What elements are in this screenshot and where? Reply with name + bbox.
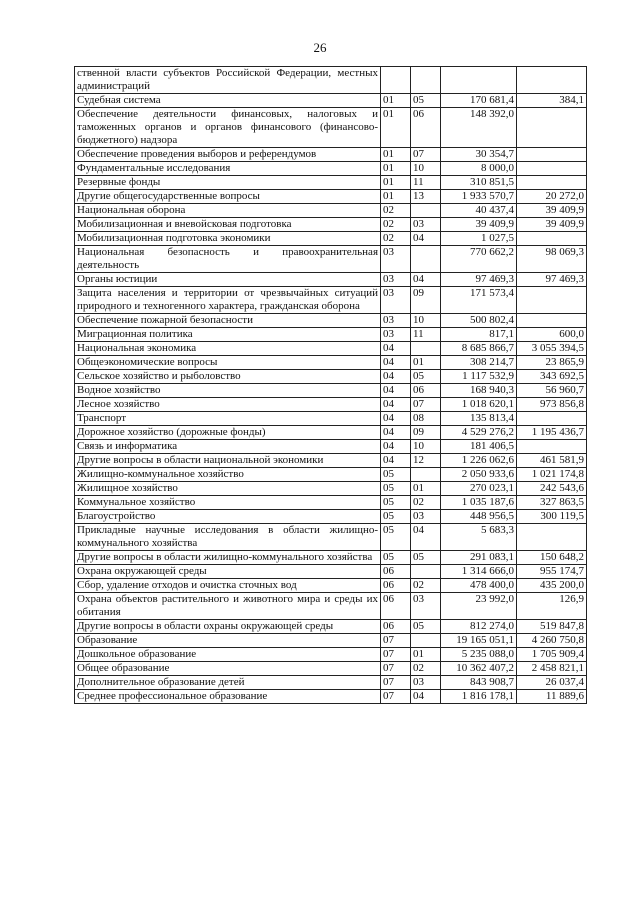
section-code: 03 <box>381 246 411 273</box>
table-row <box>75 454 587 468</box>
total-amount: 1 226 062,6 <box>441 454 517 468</box>
row-name: Резервные фонды <box>75 176 381 190</box>
section-code: 07 <box>381 676 411 690</box>
row-name: Дополнительное образование детей <box>75 676 381 690</box>
row-name: Лесное хозяйство <box>75 398 381 412</box>
row-name: Национальная безопасность и правоохранительная деятельность <box>75 246 381 273</box>
subsection-code: 10 <box>411 162 441 176</box>
section-code: 06 <box>381 620 411 634</box>
section-code: 01 <box>381 176 411 190</box>
table-row <box>75 482 587 496</box>
subsection-code <box>411 204 441 218</box>
table-row <box>75 148 587 162</box>
federal-amount: 242 543,6 <box>517 482 587 496</box>
section-code: 04 <box>381 342 411 356</box>
subsection-code: 05 <box>411 551 441 565</box>
total-amount: 843 908,7 <box>441 676 517 690</box>
section-code: 06 <box>381 565 411 579</box>
table-row <box>75 94 587 108</box>
total-amount: 812 274,0 <box>441 620 517 634</box>
subsection-code: 11 <box>411 328 441 342</box>
total-amount: 500 802,4 <box>441 314 517 328</box>
subsection-code: 06 <box>411 384 441 398</box>
subsection-code: 02 <box>411 579 441 593</box>
section-code: 04 <box>381 398 411 412</box>
section-code: 03 <box>381 273 411 287</box>
total-amount: 448 956,5 <box>441 510 517 524</box>
table-row <box>75 496 587 510</box>
total-amount: 5 683,3 <box>441 524 517 551</box>
subsection-code <box>411 67 441 94</box>
federal-amount: 1 021 174,8 <box>517 468 587 482</box>
subsection-code: 09 <box>411 287 441 314</box>
subsection-code: 09 <box>411 426 441 440</box>
federal-amount: 955 174,7 <box>517 565 587 579</box>
table-row <box>75 328 587 342</box>
table-row <box>75 314 587 328</box>
row-name: Транспорт <box>75 412 381 426</box>
section-code: 01 <box>381 162 411 176</box>
section-code: 02 <box>381 232 411 246</box>
federal-amount: 20 272,0 <box>517 190 587 204</box>
total-amount: 308 214,7 <box>441 356 517 370</box>
row-name: Мобилизационная подготовка экономики <box>75 232 381 246</box>
page-number: 26 <box>313 40 327 55</box>
subsection-code: 10 <box>411 440 441 454</box>
table-row <box>75 218 587 232</box>
federal-amount: 973 856,8 <box>517 398 587 412</box>
section-code: 07 <box>381 690 411 704</box>
subsection-code: 04 <box>411 690 441 704</box>
total-amount: 310 851,5 <box>441 176 517 190</box>
section-code: 06 <box>381 579 411 593</box>
subsection-code: 02 <box>411 496 441 510</box>
total-amount: 817,1 <box>441 328 517 342</box>
federal-amount: 150 648,2 <box>517 551 587 565</box>
row-name: Дошкольное образование <box>75 648 381 662</box>
row-name: Водное хозяйство <box>75 384 381 398</box>
row-name: Благоустройство <box>75 510 381 524</box>
total-amount: 19 165 051,1 <box>441 634 517 648</box>
subsection-code: 01 <box>411 482 441 496</box>
section-code: 05 <box>381 510 411 524</box>
federal-amount: 384,1 <box>517 94 587 108</box>
federal-amount: 1 705 909,4 <box>517 648 587 662</box>
row-name: Охрана объектов растительного и животного мира и среды их обитания <box>75 593 381 620</box>
section-code: 04 <box>381 370 411 384</box>
section-code: 05 <box>381 468 411 482</box>
budget-table <box>74 66 587 704</box>
table-row <box>75 176 587 190</box>
total-amount: 5 235 088,0 <box>441 648 517 662</box>
row-name: Среднее профессиональное образование <box>75 690 381 704</box>
table-row <box>75 620 587 634</box>
table-row <box>75 690 587 704</box>
total-amount: 8 000,0 <box>441 162 517 176</box>
section-code: 07 <box>381 662 411 676</box>
row-name: Другие вопросы в области жилищно-коммунального хозяйства <box>75 551 381 565</box>
row-name: Прикладные научные исследования в области жилищно-коммунального хозяйства <box>75 524 381 551</box>
total-amount: 1 035 187,6 <box>441 496 517 510</box>
federal-amount: 2 458 821,1 <box>517 662 587 676</box>
total-amount: 1 027,5 <box>441 232 517 246</box>
row-name: ственной власти субъектов Российской Федерации, местных администраций <box>75 67 381 94</box>
total-amount: 39 409,9 <box>441 218 517 232</box>
table-row <box>75 662 587 676</box>
table-row <box>75 648 587 662</box>
table-row <box>75 246 587 273</box>
subsection-code <box>411 342 441 356</box>
total-amount: 168 940,3 <box>441 384 517 398</box>
section-code: 01 <box>381 108 411 148</box>
section-code: 03 <box>381 314 411 328</box>
section-code: 01 <box>381 148 411 162</box>
table-row <box>75 676 587 690</box>
total-amount: 291 083,1 <box>441 551 517 565</box>
row-name: Образование <box>75 634 381 648</box>
table-row <box>75 593 587 620</box>
table-row <box>75 342 587 356</box>
federal-amount: 23 865,9 <box>517 356 587 370</box>
table-row <box>75 67 587 94</box>
federal-amount <box>517 108 587 148</box>
row-name: Дорожное хозяйство (дорожные фонды) <box>75 426 381 440</box>
table-row <box>75 440 587 454</box>
row-name: Обеспечение проведения выборов и референдумов <box>75 148 381 162</box>
section-code: 05 <box>381 496 411 510</box>
section-code: 01 <box>381 94 411 108</box>
total-amount: 135 813,4 <box>441 412 517 426</box>
subsection-code: 04 <box>411 232 441 246</box>
total-amount: 2 050 933,6 <box>441 468 517 482</box>
row-name: Национальная экономика <box>75 342 381 356</box>
total-amount: 148 392,0 <box>441 108 517 148</box>
federal-amount <box>517 176 587 190</box>
subsection-code: 05 <box>411 370 441 384</box>
total-amount: 1 816 178,1 <box>441 690 517 704</box>
row-name: Миграционная политика <box>75 328 381 342</box>
federal-amount: 327 863,5 <box>517 496 587 510</box>
section-code: 04 <box>381 412 411 426</box>
table-row <box>75 287 587 314</box>
total-amount: 1 933 570,7 <box>441 190 517 204</box>
federal-amount: 97 469,3 <box>517 273 587 287</box>
federal-amount: 39 409,9 <box>517 218 587 232</box>
subsection-code: 08 <box>411 412 441 426</box>
section-code: 02 <box>381 204 411 218</box>
section-code: 02 <box>381 218 411 232</box>
table-row <box>75 108 587 148</box>
section-code: 05 <box>381 551 411 565</box>
table-row <box>75 579 587 593</box>
subsection-code: 02 <box>411 662 441 676</box>
table-row <box>75 426 587 440</box>
section-code: 04 <box>381 426 411 440</box>
row-name: Другие общегосударственные вопросы <box>75 190 381 204</box>
total-amount: 270 023,1 <box>441 482 517 496</box>
table-row <box>75 204 587 218</box>
section-code: 04 <box>381 454 411 468</box>
row-name: Национальная оборона <box>75 204 381 218</box>
federal-amount <box>517 440 587 454</box>
subsection-code <box>411 246 441 273</box>
row-name: Обеспечение деятельности финансовых, налоговых и таможенных органов и органов финансового (финансово-бюджетного) надзора <box>75 108 381 148</box>
row-name: Общеэкономические вопросы <box>75 356 381 370</box>
subsection-code: 03 <box>411 218 441 232</box>
federal-amount: 435 200,0 <box>517 579 587 593</box>
total-amount: 8 685 866,7 <box>441 342 517 356</box>
table-row <box>75 273 587 287</box>
section-code: 03 <box>381 328 411 342</box>
row-name: Коммунальное хозяйство <box>75 496 381 510</box>
table-row <box>75 524 587 551</box>
section-code: 04 <box>381 384 411 398</box>
total-amount: 30 354,7 <box>441 148 517 162</box>
section-code: 04 <box>381 356 411 370</box>
federal-amount <box>517 314 587 328</box>
total-amount: 181 406,5 <box>441 440 517 454</box>
table-row <box>75 162 587 176</box>
subsection-code: 12 <box>411 454 441 468</box>
subsection-code: 07 <box>411 148 441 162</box>
section-code: 04 <box>381 440 411 454</box>
federal-amount: 1 195 436,7 <box>517 426 587 440</box>
subsection-code: 06 <box>411 108 441 148</box>
table-row <box>75 190 587 204</box>
section-code: 05 <box>381 482 411 496</box>
total-amount: 770 662,2 <box>441 246 517 273</box>
total-amount: 97 469,3 <box>441 273 517 287</box>
row-name: Обеспечение пожарной безопасности <box>75 314 381 328</box>
subsection-code: 13 <box>411 190 441 204</box>
row-name: Фундаментальные исследования <box>75 162 381 176</box>
subsection-code: 03 <box>411 593 441 620</box>
federal-amount: 600,0 <box>517 328 587 342</box>
federal-amount: 300 119,5 <box>517 510 587 524</box>
section-code: 07 <box>381 648 411 662</box>
row-name: Другие вопросы в области охраны окружающей среды <box>75 620 381 634</box>
federal-amount: 98 069,3 <box>517 246 587 273</box>
table-row <box>75 398 587 412</box>
row-name: Жилищное хозяйство <box>75 482 381 496</box>
row-name: Судебная система <box>75 94 381 108</box>
table-row <box>75 634 587 648</box>
section-code: 01 <box>381 190 411 204</box>
total-amount: 1 117 532,9 <box>441 370 517 384</box>
federal-amount: 39 409,9 <box>517 204 587 218</box>
federal-amount <box>517 412 587 426</box>
table-row <box>75 232 587 246</box>
row-name: Сельское хозяйство и рыболовство <box>75 370 381 384</box>
section-code: 06 <box>381 593 411 620</box>
section-code: 07 <box>381 634 411 648</box>
subsection-code <box>411 565 441 579</box>
federal-amount: 519 847,8 <box>517 620 587 634</box>
total-amount: 23 992,0 <box>441 593 517 620</box>
federal-amount: 26 037,4 <box>517 676 587 690</box>
federal-amount <box>517 287 587 314</box>
subsection-code: 07 <box>411 398 441 412</box>
table-row <box>75 412 587 426</box>
subsection-code: 01 <box>411 356 441 370</box>
total-amount: 1 018 620,1 <box>441 398 517 412</box>
table-row <box>75 384 587 398</box>
table-row <box>75 370 587 384</box>
federal-amount: 11 889,6 <box>517 690 587 704</box>
section-code: 03 <box>381 287 411 314</box>
table-row <box>75 510 587 524</box>
row-name: Органы юстиции <box>75 273 381 287</box>
federal-amount: 126,9 <box>517 593 587 620</box>
table-row <box>75 356 587 370</box>
federal-amount <box>517 162 587 176</box>
table-row <box>75 468 587 482</box>
subsection-code: 01 <box>411 648 441 662</box>
table-row <box>75 551 587 565</box>
row-name: Жилищно-коммунальное хозяйство <box>75 468 381 482</box>
subsection-code: 11 <box>411 176 441 190</box>
row-name: Охрана окружающей среды <box>75 565 381 579</box>
total-amount: 40 437,4 <box>441 204 517 218</box>
federal-amount <box>517 232 587 246</box>
federal-amount <box>517 524 587 551</box>
row-name: Сбор, удаление отходов и очистка сточных вод <box>75 579 381 593</box>
federal-amount: 56 960,7 <box>517 384 587 398</box>
federal-amount: 3 055 394,5 <box>517 342 587 356</box>
subsection-code <box>411 634 441 648</box>
total-amount: 171 573,4 <box>441 287 517 314</box>
subsection-code: 10 <box>411 314 441 328</box>
federal-amount: 461 581,9 <box>517 454 587 468</box>
table-row <box>75 565 587 579</box>
row-name: Мобилизационная и вневойсковая подготовка <box>75 218 381 232</box>
total-amount: 10 362 407,2 <box>441 662 517 676</box>
row-name: Другие вопросы в области национальной экономики <box>75 454 381 468</box>
subsection-code: 04 <box>411 524 441 551</box>
federal-amount: 4 260 750,8 <box>517 634 587 648</box>
row-name: Связь и информатика <box>75 440 381 454</box>
row-name: Общее образование <box>75 662 381 676</box>
total-amount: 478 400,0 <box>441 579 517 593</box>
federal-amount: 343 692,5 <box>517 370 587 384</box>
section-code: 05 <box>381 524 411 551</box>
section-code <box>381 67 411 94</box>
subsection-code: 04 <box>411 273 441 287</box>
total-amount: 4 529 276,2 <box>441 426 517 440</box>
federal-amount <box>517 148 587 162</box>
subsection-code: 03 <box>411 676 441 690</box>
total-amount: 1 314 666,0 <box>441 565 517 579</box>
subsection-code: 05 <box>411 94 441 108</box>
total-amount <box>441 67 517 94</box>
federal-amount <box>517 67 587 94</box>
subsection-code <box>411 468 441 482</box>
total-amount: 170 681,4 <box>441 94 517 108</box>
row-name: Защита населения и территории от чрезвычайных ситуаций природного и техногенного характера, гражданская оборона <box>75 287 381 314</box>
subsection-code: 03 <box>411 510 441 524</box>
subsection-code: 05 <box>411 620 441 634</box>
budget-table-body <box>75 67 587 704</box>
